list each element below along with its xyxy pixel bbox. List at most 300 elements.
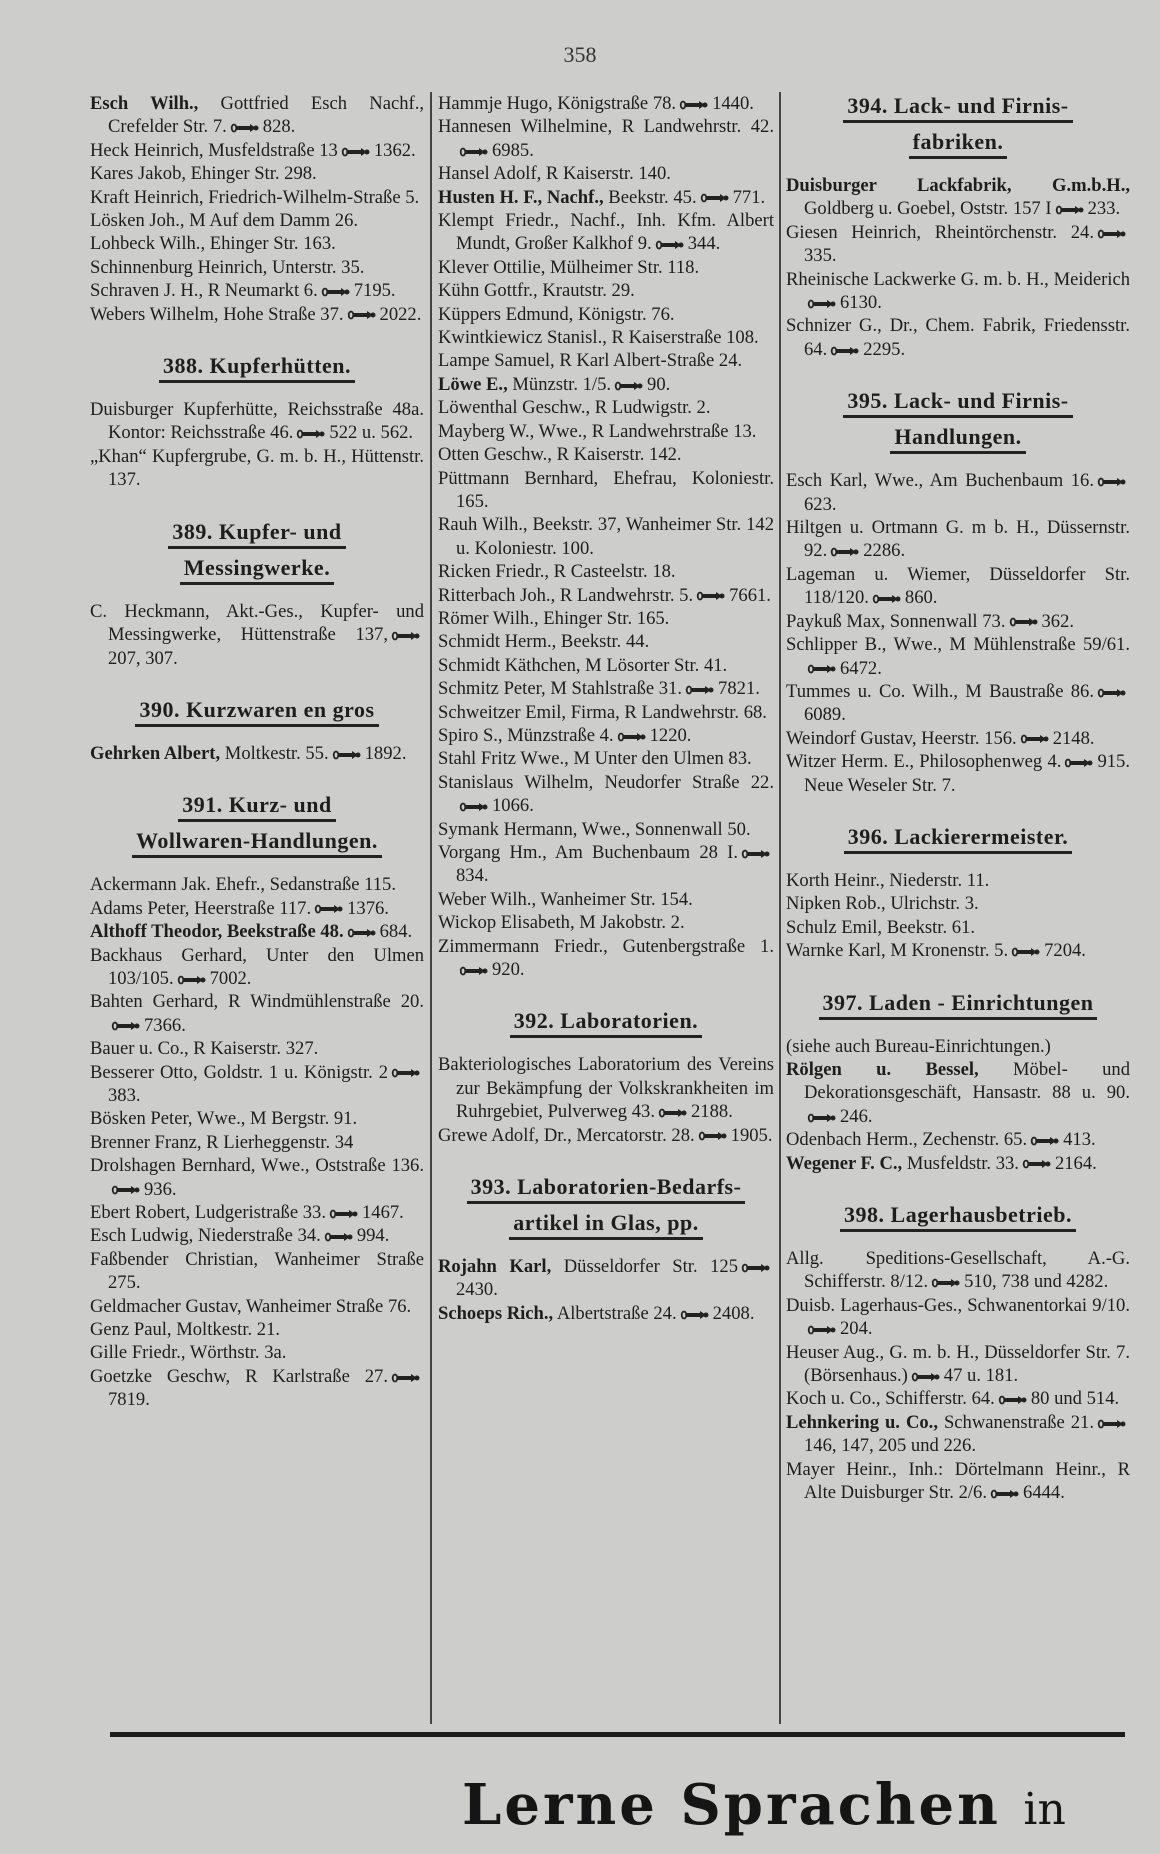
entry-address: Mayer Heinr., Inh.: Dörtelmann Heinr., R Alte Duisburger Str. 2/6. [786, 1458, 1130, 1504]
section-heading [90, 696, 424, 732]
entry-address: Münzstr. 1/5. [507, 373, 612, 395]
telephone-icon [931, 1278, 961, 1288]
directory-entry [90, 209, 424, 232]
entry-phone-number: 80 und 514. [1030, 1388, 1120, 1410]
telephone-icon [807, 664, 837, 674]
telephone-icon [177, 975, 207, 985]
entry-address: Schinnenburg Heinrich, Unterstr. 35. [90, 256, 365, 278]
directory-entry [90, 139, 424, 162]
entry-phone-number: 1440. [712, 93, 754, 114]
column-divider [779, 92, 781, 1724]
entry-address: Düsseldorfer Str. 125 [551, 1256, 738, 1278]
entry-address: Lampe Samuel, R Karl Albert-Straße 24. [438, 350, 743, 372]
entry-address: Grewe Adolf, Dr., Mercatorstr. 28. [438, 1124, 695, 1146]
entry-phone-number: 1376. [347, 897, 389, 919]
entry-phone-number: 7366. [144, 1014, 186, 1036]
entry-address: Bauer u. Co., R Kaiserstr. 327. [90, 1038, 319, 1060]
entry-address: Stanislaus Wilhelm, Neudorfer Straße 22. [438, 771, 774, 793]
entry-address: Mayberg W., Wwe., R Landwehrstraße 13. [438, 420, 757, 442]
entry-address: Gille Friedr., Wörthstr. 3a. [90, 1342, 287, 1364]
telephone-icon [807, 1325, 837, 1335]
directory-entry [90, 279, 424, 302]
telephone-icon [872, 594, 902, 604]
directory-entry [90, 897, 424, 920]
entry-phone-number: 6985. [492, 139, 534, 161]
entry-address: C. Heckmann, Akt.-Ges., Kupfer- und Messingwerke, Hüttenstraße 137, [90, 600, 424, 646]
telephone-icon [391, 1373, 421, 1383]
section-heading-line: 398. Lagerhausbetrieb. [840, 1201, 1076, 1232]
entry-phone-number: 413. [1063, 1129, 1096, 1151]
entry-address: Rheinische Lackwerke G. m. b. H., Meiderich [786, 268, 1130, 290]
directory-entry [786, 1128, 1130, 1151]
entry-address: Wickop Elisabeth, M Jakobstr. 2. [438, 912, 685, 934]
telephone-icon [830, 346, 860, 356]
entry-address: Duisb. Lagerhaus-Ges., Schwanentorkai 9/10. [786, 1294, 1130, 1316]
entry-address: Nipken Rob., Ulrichstr. 3. [786, 893, 979, 915]
advertisement-tail: in [1023, 1784, 1066, 1835]
entry-phone-number: 6444. [1023, 1482, 1065, 1504]
entry-phone-number: 994. [356, 1225, 390, 1247]
entry-name: Rölgen u. Bessel, [786, 1058, 979, 1080]
directory-entry [438, 303, 774, 326]
entry-address: Backhaus Gerhard, Unter den Ulmen 103/105. [90, 944, 424, 989]
section-heading [786, 823, 1130, 859]
entry-phone-number: 510, 738 und 4282. [964, 1271, 1109, 1293]
section-heading-line: artikel in Glas, pp. [509, 1209, 702, 1240]
section-heading-line: 396. Lackierermeister. [844, 823, 1073, 854]
entry-address: Schwanenstraße 21. [937, 1411, 1094, 1433]
directory-entry [786, 869, 1130, 892]
entry-address: Weindorf Gustav, Heerstr. 156. [786, 727, 1017, 749]
telephone-icon [1055, 205, 1085, 215]
section-heading [438, 1007, 774, 1043]
directory-entry [438, 162, 774, 185]
entry-phone-number: 522 u. 562. [329, 422, 414, 444]
entry-phone-number: 915. [1097, 751, 1130, 773]
section-heading [90, 352, 424, 388]
entry-phone-number: 7204. [1044, 940, 1086, 962]
directory-entry [438, 115, 774, 162]
directory-entry [90, 1154, 424, 1201]
entry-address: Lösken Joh., M Auf dem Damm 26. [90, 210, 359, 232]
entry-address: Adams Peter, Heerstraße 117. [90, 897, 312, 919]
directory-entry [90, 186, 424, 209]
entry-address: Faßbender Christian, Wanheimer Straße 275. [90, 1248, 424, 1294]
directory-entry [786, 727, 1130, 750]
entry-phone-number: 6472. [840, 657, 882, 679]
telephone-icon [807, 1113, 837, 1123]
directory-entry [438, 420, 774, 443]
entry-phone-number: 7195. [353, 280, 396, 302]
directory-entry [90, 232, 424, 255]
directory-entry [786, 563, 1130, 610]
telephone-icon [296, 429, 326, 439]
directory-entry [90, 1061, 424, 1108]
telephone-icon [658, 1108, 688, 1118]
telephone-icon [1022, 1159, 1052, 1169]
entry-address: Heuser Aug., G. m. b. H., Düsseldorfer Str. 7. (Börsenhaus.) [786, 1341, 1130, 1387]
entry-address: Schmidt Käthchen, M Lösorter Str. 41. [438, 654, 728, 676]
entry-address: Witzer Herm. E., Philosophenweg 4. [786, 751, 1062, 773]
section-heading-line: 390. Kurzwaren en gros [135, 696, 378, 727]
telephone-icon [1030, 1136, 1060, 1146]
directory-entry [90, 1341, 424, 1364]
telephone-icon [314, 904, 344, 914]
directory-entry [786, 469, 1130, 516]
entry-address: Heck Heinrich, Musfeldstraße 13 [90, 139, 338, 161]
directory-entry [90, 990, 424, 1037]
entry-phone-number: 90. [647, 373, 671, 395]
entry-address: Schweitzer Emil, Firma, R Landwehrstr. 68. [438, 701, 767, 723]
entry-name: Husten H. F., Nachf., [438, 186, 604, 208]
directory-entry [90, 303, 424, 326]
entry-phone-number: 6130. [840, 292, 882, 314]
entry-address: Otten Geschw., R Kaiserstr. 142. [438, 444, 682, 466]
entry-address: Klempt Friedr., Nachf., Inh. Kfm. Albert Mundt, Großer Kalkhof 9. [438, 210, 774, 255]
entry-phone-number: 1892. [364, 742, 407, 764]
directory-entry [438, 630, 774, 653]
telephone-icon [830, 547, 860, 557]
entry-name: Wegener F. C., [786, 1152, 903, 1174]
telephone-icon [617, 732, 647, 742]
entry-phone-number: 146, 147, 205 und 226. [804, 1435, 976, 1457]
entry-phone-number: 834. [456, 865, 489, 887]
page-number: 358 [563, 42, 597, 67]
column-right [786, 92, 1130, 1504]
section-heading-line: 394. Lack- und Firnis- [843, 92, 1072, 123]
telephone-icon [998, 1395, 1028, 1405]
telephone-icon [1097, 1419, 1127, 1429]
entry-address: Kares Jakob, Ehinger Str. 298. [90, 163, 317, 185]
directory-entry [438, 560, 774, 583]
telephone-icon [321, 287, 351, 297]
section-heading-line: 393. Laboratorien-Bedarfs- [467, 1173, 746, 1204]
entry-phone-number: 204. [840, 1318, 873, 1340]
entry-address: Kühn Gottfr., Krautstr. 29. [438, 280, 635, 302]
directory-entry [90, 1224, 424, 1247]
entry-address: Rauh Wilh., Beekstr. 37, Wanheimer Str. 142 u. Koloniestr. 100. [438, 514, 774, 559]
directory-entry [90, 1365, 424, 1412]
directory-entry [90, 742, 424, 765]
entry-phone-number: 335. [804, 245, 837, 267]
section-heading-line: Wollwaren-Handlungen. [132, 827, 382, 858]
directory-entry [438, 279, 774, 302]
entry-address: Albertstraße 24. [553, 1302, 677, 1324]
directory-entry [786, 610, 1130, 633]
entry-address: Goldberg u. Goebel, Oststr. 157 I [804, 198, 1052, 220]
section-heading [786, 92, 1130, 164]
entry-address: Genz Paul, Moltkestr. 21. [90, 1319, 281, 1341]
entry-name: Rojahn Karl, [438, 1256, 552, 1278]
directory-entry [786, 1152, 1130, 1175]
telephone-icon [347, 310, 377, 320]
directory-entry [438, 467, 774, 514]
telephone-icon [391, 631, 421, 641]
entry-address: Musfeldstr. 33. [902, 1152, 1019, 1174]
entry-phone-number: 828. [262, 116, 296, 138]
entry-address: Allg. Speditions-Gesellschaft, A.-G. Schifferstr. 8/12. [786, 1248, 1130, 1293]
directory-entry [786, 750, 1130, 797]
entry-phone-number: 920. [492, 959, 525, 981]
entry-address: Duisburger Kupferhütte, Reichsstraße 48a. Kontor: Reichsstraße 46. [90, 399, 424, 444]
entry-phone-number: 1066. [492, 795, 534, 817]
directory-entry [90, 1107, 424, 1130]
entry-address: Ricken Friedr., R Casteelstr. 18. [438, 561, 676, 583]
entry-address: Koch u. Co., Schifferstr. 64. [786, 1388, 995, 1410]
entry-phone-number: 383. [108, 1084, 141, 1106]
entry-phone-number: 1467. [361, 1202, 404, 1223]
directory-entry [438, 373, 774, 396]
entry-address: Bakteriologisches Laboratorium des Vereins zur Bekämpfung der Volkskrankheiten im Ruhrgebiet, Pulverweg 43. [438, 1054, 774, 1123]
telephone-icon [741, 1263, 771, 1273]
entry-phone-number: 2148. [1052, 727, 1095, 749]
directory-entry [438, 1124, 774, 1147]
entry-phone-number: 7661. [729, 584, 771, 606]
section-heading-line: 392. Laboratorien. [510, 1007, 702, 1038]
telephone-icon [111, 1021, 141, 1031]
section-heading-line: fabriken. [909, 128, 1008, 159]
directory-entry [438, 326, 774, 349]
entry-address: Korth Heinr., Niederstr. 11. [786, 869, 990, 891]
directory-entry [786, 1294, 1130, 1341]
entry-phone-number: 1220. [649, 724, 692, 746]
directory-entry [90, 1248, 424, 1295]
directory-entry [90, 1295, 424, 1318]
entry-address: Lohbeck Wilh., Ehinger Str. 163. [90, 233, 336, 255]
entry-address: Schmitz Peter, M Stahlstraße 31. [438, 678, 683, 700]
column-middle [438, 92, 774, 1325]
entry-address: Drolshagen Bernhard, Wwe., Oststraße 136. [90, 1155, 424, 1177]
entry-address: Schraven J. H., R Neumarkt 6. [90, 280, 318, 302]
entry-address: Ebert Robert, Ludgeristraße 33. [90, 1202, 326, 1223]
section-heading-line: 391. Kurz- und [178, 791, 335, 822]
directory-entry [438, 724, 774, 747]
section-heading [438, 1173, 774, 1245]
directory-entry [786, 516, 1130, 563]
directory-entry [90, 1318, 424, 1341]
entry-address: Esch Ludwig, Niederstraße 34. [90, 1225, 321, 1247]
entry-address: Klever Ottilie, Mülheimer Str. 118. [438, 256, 700, 278]
directory-entry [438, 771, 774, 818]
entry-phone-number: 7819. [108, 1389, 150, 1411]
entry-address: Giesen Heinrich, Rheintörchenstr. 24. [786, 221, 1094, 243]
directory-entry [786, 1387, 1130, 1410]
entry-phone-number: 1905. [730, 1124, 773, 1146]
column-divider [430, 92, 432, 1724]
directory-entry [786, 633, 1130, 680]
entry-phone-number: 2286. [863, 540, 906, 562]
telephone-icon [680, 1310, 710, 1320]
directory-entry [438, 607, 774, 630]
entry-phone-number: 936. [144, 1178, 177, 1200]
directory-entry [90, 256, 424, 279]
entry-address: Goetzke Geschw, R Karlstraße 27. [90, 1365, 388, 1387]
telephone-icon [655, 240, 685, 250]
entry-phone-number: 6089. [804, 704, 846, 726]
entry-address: Möbel- und Dekorationsgeschäft, Hansastr. 88 u. 90. [804, 1058, 1130, 1104]
telephone-icon [1064, 758, 1094, 768]
entry-phone-number: 771. [732, 186, 766, 208]
entry-address: Brenner Franz, R Lierheggenstr. 34 [90, 1131, 354, 1153]
entry-phone-number: 623. [804, 493, 837, 515]
entry-address: Schnizer G., Dr., Chem. Fabrik, Friedensstr. 64. [786, 315, 1130, 360]
entry-phone-number: 246. [840, 1105, 873, 1127]
telephone-icon [324, 1232, 354, 1242]
directory-entry [438, 654, 774, 677]
entry-phone-number: 684. [379, 921, 413, 943]
section-heading-line: 389. Kupfer- und [168, 518, 345, 549]
directory-entry [438, 841, 774, 888]
entry-address: Webers Wilhelm, Hohe Straße 37. [90, 303, 344, 325]
entry-address: Spiro S., Münzstraße 4. [438, 724, 614, 746]
directory-entry [786, 1247, 1130, 1294]
directory-entry [438, 1053, 774, 1123]
telephone-icon [1097, 688, 1127, 698]
directory-entry [90, 162, 424, 185]
entry-address: Warnke Karl, M Kronenstr. 5. [786, 940, 1009, 962]
entry-address: Geldmacher Gustav, Wanheimer Straße 76. [90, 1295, 412, 1317]
entry-address: Stahl Fritz Wwe., M Unter den Ulmen 83. [438, 748, 752, 770]
entry-address: Hansel Adolf, R Kaiserstr. 140. [438, 163, 671, 185]
entry-name: Schoeps Rich., [438, 1302, 554, 1324]
section-heading-line: 395. Lack- und Firnis- [843, 387, 1072, 418]
entry-name: Althoff Theodor, Beekstraße 48. [90, 921, 344, 943]
entry-address: Bahten Gerhard, R Windmühlenstraße 20. [90, 991, 424, 1013]
directory-entry [786, 174, 1130, 221]
entry-address: Beekstr. 45. [603, 186, 697, 208]
entry-address: Hiltgen u. Ortmann G. m b. H., Düssernstr. 92. [786, 517, 1130, 562]
entry-address: Hannesen Wilhelmine, R Landwehrstr. 42. [438, 116, 774, 138]
entry-address: „Khan“ Kupfergrube, G. m. b. H., Hüttenstr. 137. [90, 445, 424, 491]
entry-name: Lehnkering u. Co., [786, 1411, 938, 1433]
advertisement-headline: Lerne Sprachen [462, 1772, 1001, 1838]
entry-phone-number: 344. [687, 233, 721, 255]
directory-entry [90, 873, 424, 896]
telephone-icon [696, 591, 726, 601]
directory-entry [786, 1058, 1130, 1128]
directory-entry [90, 445, 424, 492]
telephone-icon [679, 100, 709, 110]
section-heading-line: Messingwerke. [180, 554, 334, 585]
directory-entry [438, 209, 774, 256]
telephone-icon [1097, 477, 1127, 487]
directory-entry [786, 221, 1130, 268]
entry-address: Ritterbach Joh., R Landwehrstr. 5. [438, 584, 694, 606]
entry-address: Paykuß Max, Sonnenwall 73. [786, 610, 1006, 632]
directory-entry [438, 92, 774, 115]
telephone-icon [698, 1131, 728, 1141]
entry-phone-number: 2022. [379, 303, 422, 325]
entry-address: Zimmermann Friedr., Gutenbergstraße 1. [438, 935, 774, 957]
directory-entry [438, 513, 774, 560]
directory-entry [90, 1201, 424, 1224]
directory-entry [90, 944, 424, 991]
entry-phone-number: 2188. [691, 1101, 733, 1123]
directory-entry [438, 584, 774, 607]
telephone-icon [329, 1209, 359, 1219]
entry-address: Ackermann Jak. Ehefr., Sedanstraße 115. [90, 874, 397, 896]
entry-phone-number: 2408. [712, 1302, 755, 1324]
directory-entry [438, 677, 774, 700]
entry-address: Schulz Emil, Beekstr. 61. [786, 916, 976, 938]
directory-entry [90, 1037, 424, 1060]
telephone-icon [1020, 734, 1050, 744]
entry-phone-number: 860. [904, 587, 938, 609]
directory-entry [438, 818, 774, 841]
telephone-icon [990, 1489, 1020, 1499]
directory-entry [786, 314, 1130, 361]
directory-entry [90, 920, 424, 943]
entry-phone-number: 7821. [718, 678, 760, 700]
telephone-icon [332, 750, 362, 760]
directory-entry [786, 1411, 1130, 1458]
directory-entry [438, 443, 774, 466]
telephone-icon [459, 966, 489, 976]
telephone-icon [459, 802, 489, 812]
directory-entry [90, 1131, 424, 1154]
entry-address: Kraft Heinrich, Friedrich-Wilhelm-Straße 5. [90, 186, 420, 208]
telephone-icon [391, 1068, 421, 1078]
telephone-icon [1097, 229, 1127, 239]
entry-phone-number: 207, 307. [108, 647, 178, 669]
section-heading [786, 989, 1130, 1025]
directory-entry [786, 1341, 1130, 1388]
telephone-icon [230, 123, 260, 133]
entry-address: Weber Wilh., Wanheimer Str. 154. [438, 888, 693, 910]
entry-address: Tummes u. Co. Wilh., M Baustraße 86. [786, 680, 1094, 702]
telephone-icon [911, 1372, 941, 1382]
section-heading [90, 791, 424, 863]
directory-entry [786, 1458, 1130, 1505]
section-heading [786, 1201, 1130, 1237]
entry-address: Bösken Peter, Wwe., M Bergstr. 91. [90, 1108, 358, 1130]
entry-extra: Neue Weseler Str. 7. [804, 774, 956, 796]
entry-address: Kwintkiewicz Stanisl., R Kaiserstraße 108. [438, 327, 759, 349]
directory-entry [438, 256, 774, 279]
entry-address: Odenbach Herm., Zechenstr. 65. [786, 1129, 1028, 1151]
telephone-icon [741, 849, 771, 859]
section-heading [786, 387, 1130, 459]
directory-entry [786, 268, 1130, 315]
section-heading-line: Handlungen. [890, 423, 1025, 454]
section-heading [90, 518, 424, 590]
entry-address: Schmidt Herm., Beekstr. 44. [438, 631, 650, 653]
entry-address: Püttmann Bernhard, Ehefrau, Koloniestr. 165. [438, 467, 774, 512]
column-left [90, 92, 424, 1412]
telephone-icon [1011, 947, 1041, 957]
directory-entry [90, 600, 424, 670]
entry-address: Moltkestr. 55. [220, 742, 329, 764]
entry-phone-number: 233. [1087, 198, 1121, 220]
entry-name: Gehrken Albert, [90, 742, 221, 764]
telephone-icon [347, 928, 377, 938]
entry-phone-number: 2430. [456, 1279, 498, 1301]
directory-entry [438, 349, 774, 372]
entry-phone-number: 2295. [863, 338, 906, 360]
entry-address: Esch Karl, Wwe., Am Buchenbaum 16. [786, 470, 1094, 492]
entry-address: Besserer Otto, Goldstr. 1 u. Königstr. 2 [90, 1061, 388, 1083]
directory-entry [438, 911, 774, 934]
entry-address: Löwenthal Geschw., R Ludwigstr. 2. [438, 397, 711, 419]
directory-entry [786, 892, 1130, 915]
entry-phone-number: 1362. [373, 139, 416, 161]
entry-address: Lageman u. Wiemer, Düsseldorfer Str. 118/120. [786, 563, 1130, 609]
entry-address: Gottfried Esch Nachf., Crefelder Str. 7. [108, 93, 424, 138]
entry-address: Hammje Hugo, Königstraße 78. [438, 93, 677, 114]
bottom-rule [110, 1732, 1125, 1737]
telephone-icon [807, 299, 837, 309]
directory-entry [438, 701, 774, 724]
